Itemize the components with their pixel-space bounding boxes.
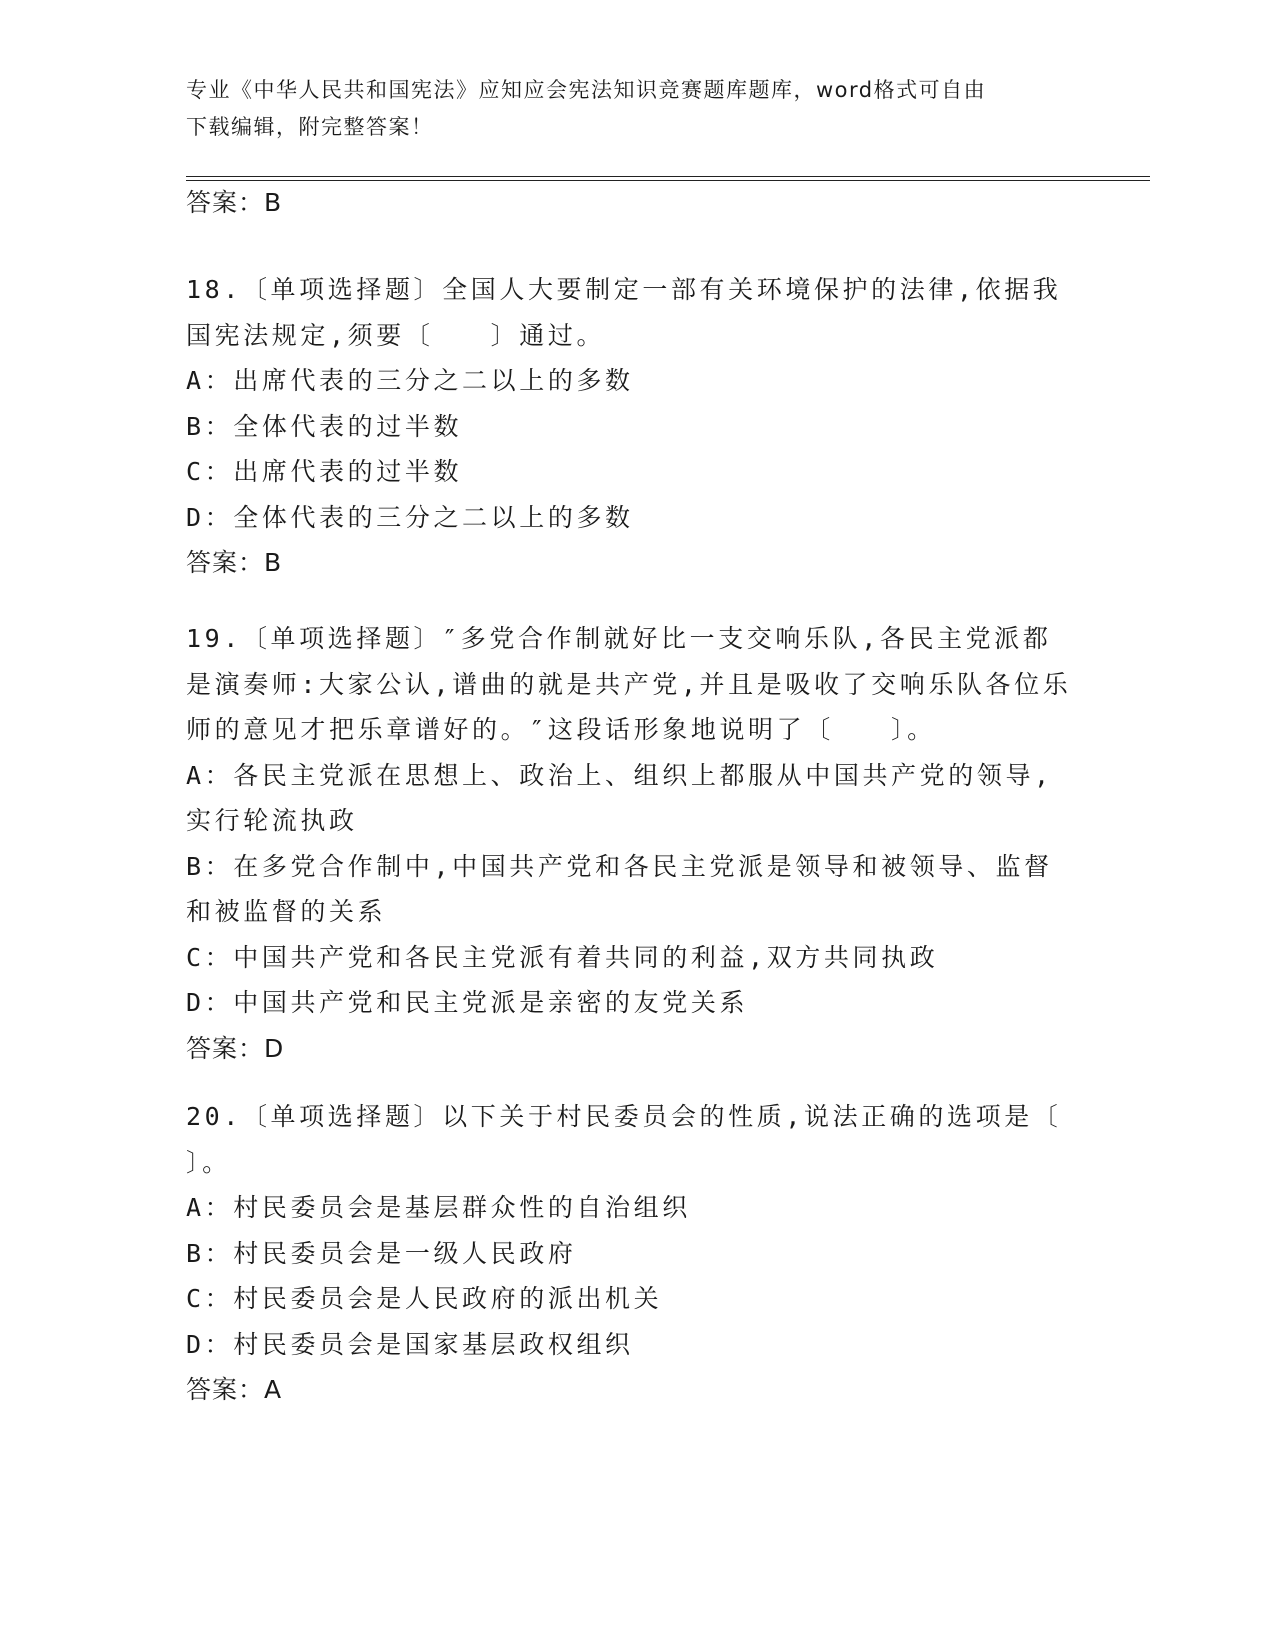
header-line-1: 专业《中华人民共和国宪法》应知应会宪法知识竞赛题库题库，word格式可自由 — [186, 78, 987, 102]
question-19-option-b-line-2: 和被监督的关系 — [186, 897, 387, 926]
question-18-option-b: B：全体代表的过半数 — [186, 411, 463, 441]
question-18-option-c: C：出席代表的过半数 — [186, 457, 463, 486]
question-20-answer: 答案：A — [186, 1375, 283, 1404]
question-18 — [186, 267, 1146, 586]
question-20-option-d: D：村民委员会是国家基层政权组织 — [186, 1329, 634, 1359]
answer-block-top — [186, 180, 1146, 226]
question-19-stem-line-2: 是演奏师:大家公认,谱曲的就是共产党,并且是吸收了交响乐队各位乐 — [186, 669, 1072, 699]
question-19-stem-line-3: 师的意见才把乐章谱好的。″这段话形象地说明了〔 〕。 — [186, 715, 936, 744]
question-20-option-a: A：村民委员会是基层群众性的自治组织 — [186, 1193, 691, 1222]
answer-top: 答案：B — [186, 188, 283, 217]
question-19-answer: 答案：D — [186, 1033, 285, 1063]
question-18-option-a: A：出席代表的三分之二以上的多数 — [186, 366, 634, 395]
question-19-stem-line-1: 19.〔单项选择题〕″多党合作制就好比一支交响乐队,各民主党派都 — [186, 624, 1052, 653]
question-18-stem-line-2: 国宪法规定,须要〔 〕通过。 — [186, 320, 606, 350]
header-line-2: 下载编辑，附完整答案！ — [186, 115, 434, 139]
question-18-answer: 答案：B — [186, 548, 283, 577]
question-19-option-b-line-1: B：在多党合作制中,中国共产党和各民主党派是领导和被领导、监督 — [186, 851, 1053, 881]
question-18-option-d: D：全体代表的三分之二以上的多数 — [186, 502, 634, 532]
question-19-option-a-line-2: 实行轮流执政 — [186, 806, 358, 835]
question-20-stem-line-2: 〕。 — [186, 1147, 231, 1177]
question-20-option-c: C：村民委员会是人民政府的派出机关 — [186, 1284, 663, 1313]
question-19-option-a-line-1: A：各民主党派在思想上、政治上、组织上都服从中国共产党的领导, — [186, 760, 1053, 790]
question-19-option-c: C：中国共产党和各民主党派有着共同的利益,双方共同执政 — [186, 942, 939, 972]
question-20-option-b: B：村民委员会是一级人民政府 — [186, 1238, 577, 1268]
page-header — [186, 72, 1066, 146]
question-20 — [186, 1094, 1146, 1413]
question-19 — [186, 616, 1146, 1072]
question-20-stem-line-1: 20.〔单项选择题〕以下关于村民委员会的性质,说法正确的选项是〔 — [186, 1102, 1062, 1131]
question-19-option-d: D：中国共产党和民主党派是亲密的友党关系 — [186, 988, 749, 1017]
question-18-stem-line-1: 18.〔单项选择题〕全国人大要制定一部有关环境保护的法律,依据我 — [186, 275, 1062, 304]
